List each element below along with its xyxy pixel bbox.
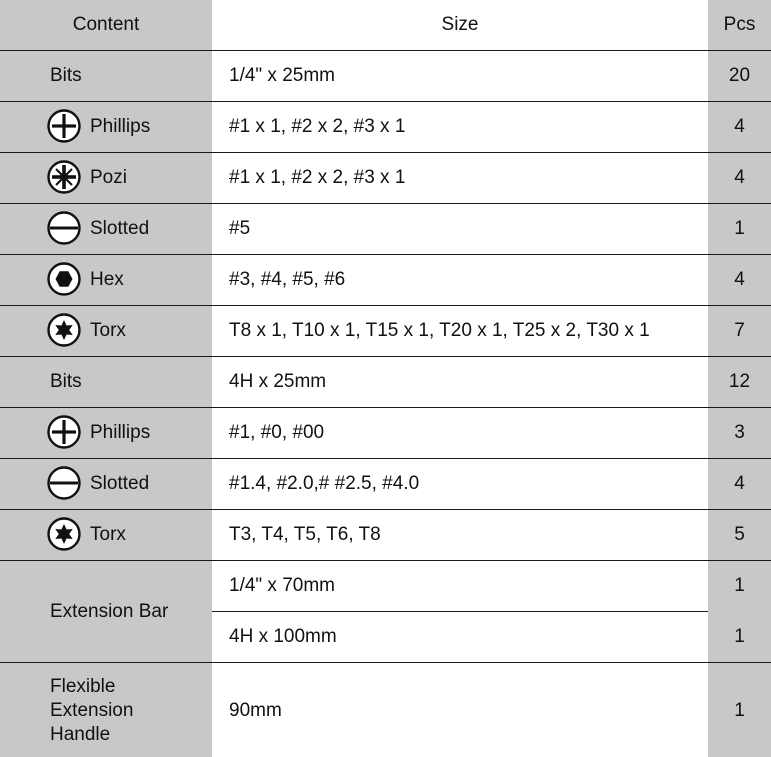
header-pcs: Pcs [723, 14, 756, 35]
pcs-cell: 1 [734, 218, 745, 239]
row-divider [0, 254, 771, 256]
pcs-cell: 1 [734, 626, 745, 647]
row-divider [0, 101, 771, 103]
content-column-bg [0, 0, 212, 757]
content-cell: Slotted [90, 473, 150, 494]
phillips-icon [47, 109, 81, 143]
size-cell: 1/4" x 25mm [229, 65, 336, 86]
pcs-cell: 4 [734, 473, 745, 494]
row-divider [0, 407, 771, 409]
hex-icon [47, 262, 81, 296]
content-cell: Torx [90, 320, 126, 341]
size-cell: 4H x 25mm [229, 371, 327, 392]
row-divider [0, 356, 771, 358]
size-cell: 1/4" x 70mm [229, 575, 336, 596]
row-divider [0, 50, 771, 52]
content-cell-flexible-line-1: Flexible [50, 676, 116, 697]
size-cell: #1.4, #2.0,# #2.5, #4.0 [229, 473, 420, 494]
row-divider [0, 305, 771, 307]
pcs-cell: 4 [734, 269, 745, 290]
row-divider [0, 458, 771, 460]
row-divider [0, 662, 771, 664]
content-cell: Torx [90, 524, 126, 545]
header-content: Content [72, 14, 140, 35]
content-cell: Hex [90, 269, 124, 290]
size-cell: #3, #4, #5, #6 [229, 269, 346, 290]
row-divider [212, 611, 708, 613]
size-cell: #1 x 1, #2 x 2, #3 x 1 [229, 116, 406, 137]
header-size: Size [441, 14, 479, 35]
content-cell: Bits [50, 371, 82, 392]
pcs-cell: 4 [734, 167, 745, 188]
size-cell: T8 x 1, T10 x 1, T15 x 1, T20 x 1, T25 x 2, T30 x 1 [229, 320, 650, 341]
content-cell: Phillips [90, 422, 151, 443]
phillips-icon [47, 415, 81, 449]
torx-icon [47, 517, 81, 551]
slotted-icon [47, 211, 81, 245]
size-cell: 90mm [229, 700, 282, 721]
pcs-cell: 5 [734, 524, 745, 545]
pozi-icon [47, 160, 81, 194]
row-divider [0, 152, 771, 154]
size-cell: #1 x 1, #2 x 2, #3 x 1 [229, 167, 406, 188]
pcs-cell: 12 [728, 371, 751, 392]
content-cell: Slotted [90, 218, 150, 239]
slotted-icon [47, 466, 81, 500]
content-cell-flexible-line-2: Extension [50, 700, 134, 721]
pcs-cell: 1 [734, 700, 745, 721]
size-cell: T3, T4, T5, T6, T8 [229, 524, 381, 545]
content-cell: Phillips [90, 116, 151, 137]
size-cell: #5 [229, 218, 251, 239]
pcs-cell: 7 [734, 320, 745, 341]
row-divider [0, 560, 771, 562]
content-cell-flexible-line-3: Handle [50, 724, 111, 745]
size-cell: 4H x 100mm [229, 626, 337, 647]
content-cell-extension-bar: Extension Bar [50, 601, 169, 622]
pcs-cell: 20 [728, 65, 751, 86]
pcs-cell: 1 [734, 575, 745, 596]
content-cell: Pozi [90, 167, 127, 188]
pcs-cell: 3 [734, 422, 745, 443]
content-cell: Bits [50, 65, 82, 86]
pcs-cell: 4 [734, 116, 745, 137]
row-divider [0, 203, 771, 205]
row-divider [0, 509, 771, 511]
size-cell: #1, #0, #00 [229, 422, 325, 443]
torx-icon [47, 313, 81, 347]
